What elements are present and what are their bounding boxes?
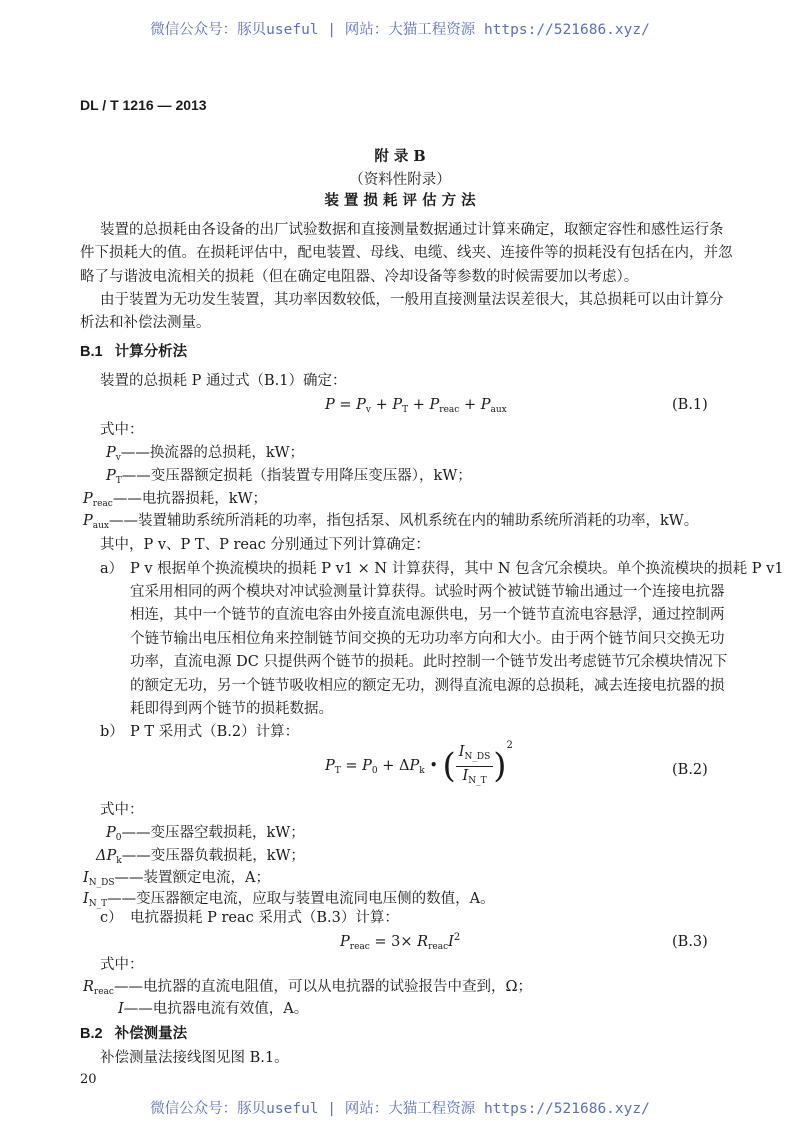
intro-line: 装置的总损耗由各设备的出厂试验数据和直接测量数据通过计算来确定，取额定容性和感性运行条 xyxy=(100,222,724,238)
section-title: 计算分析法 xyxy=(114,344,188,360)
b1-lead: 装置的总损耗 P 通过式（B.1）确定： xyxy=(100,373,347,389)
section-number: B.2 xyxy=(80,1026,103,1042)
equation-b3: $P_{reac} = 3\times R_{reac}I^2$ xyxy=(340,932,461,952)
definition: $I_{N\_DS}——$装置额定电流，A； xyxy=(83,870,270,888)
section-b2-heading xyxy=(80,1024,187,1044)
definition: $P_0——$变压器空载损耗，kW； xyxy=(106,825,305,843)
section-title: 补偿测量法 xyxy=(114,1026,188,1042)
watermark-bottom: 微信公众号：豚贝useful | 网站：大猫工程资源 https://521686.xyz/ xyxy=(150,1101,650,1117)
among-line: 其中，P v、P T、P reac 分别通过下列计算确定： xyxy=(100,537,430,553)
item-marker: b） xyxy=(100,724,124,740)
item-marker: a） xyxy=(100,561,124,577)
standard-number: DL / T 1216 — 2013 xyxy=(80,97,207,113)
b2-lead: 补偿测量法接线图见图 B.1。 xyxy=(100,1050,289,1066)
appendix-title: 附 录 B xyxy=(374,148,426,165)
intro-line: 略了与谐波电流相关的损耗（但在确定电阻器、冷却设备等参数的时候需要加以考虑）。 xyxy=(80,269,639,285)
item-a-line: 功率，直流电源 DC 只提供两个链节的损耗。此时控制一个链节发出考虑链节冗余模块情况下 xyxy=(130,654,728,670)
intro-line: 由于装置为无功发生装置，其功率因数较低，一般用直接测量法误差很大，其总损耗可以由计算分 xyxy=(100,292,724,308)
definition: $\Delta P_k——$变压器负载损耗，kW； xyxy=(96,848,305,866)
definition: $P_v——$换流器的总损耗，kW； xyxy=(106,445,305,463)
where-label: 式中： xyxy=(100,957,144,973)
equation-b1: $P = P_v + P_T + P_{reac} + P_{aux}$ xyxy=(325,397,507,415)
section-b1-heading xyxy=(80,342,187,362)
item-c-text: 电抗器损耗 P reac 采用式（B.3）计算： xyxy=(130,910,399,926)
equation-label: (B.3) xyxy=(672,934,708,950)
definition: $P_T——$变压器额定损耗（指装置专用降压变压器），kW； xyxy=(106,468,472,486)
item-a-line: 的额定无功，另一个链节吸收相应的额定无功，测得直流电源的总损耗，减去连接电抗器的损 xyxy=(130,678,725,694)
intro-line: 析法和补偿法测量。 xyxy=(80,315,211,331)
watermark-top: 微信公众号：豚贝useful | 网站：大猫工程资源 https://521686.xyz/ xyxy=(150,22,650,38)
item-marker: c） xyxy=(100,910,123,926)
item-b-text: P T 采用式（B.2）计算： xyxy=(130,724,300,740)
equation-label: (B.2) xyxy=(672,762,708,778)
definition: $I_{N\_T}——$变压器额定电流，应取与装置电流同电压侧的数值，A。 xyxy=(83,891,495,909)
definition: $P_{reac}——$电抗器损耗，kW； xyxy=(83,491,268,509)
item-a-line: P v 根据单个换流模块的损耗 P v1 × N 计算获得，其中 N 包含冗余模块。单个换流模块的损耗 P v1 xyxy=(130,561,784,577)
intro-line: 件下损耗大的值。在损耗评估中，配电装置、母线、电缆、线夹、连接件等的损耗没有包括在内，并忽 xyxy=(80,245,733,261)
section-number: B.1 xyxy=(80,344,103,360)
item-a-line: 宜采用相同的两个模块对冲试验测量计算获得。试验时两个被试链节输出通过一个连接电抗器 xyxy=(130,584,725,600)
definition: $P_{aux}——$装置辅助系统所消耗的功率，指包括泵、风机系统在内的辅助系统所消耗的功率，kW。 xyxy=(83,513,699,531)
equation-label: (B.1) xyxy=(672,397,708,413)
appendix-heading: 装 置 损 耗 评 估 方 法 xyxy=(324,192,476,209)
item-a-line: 个链节输出电压相位角来控制链节间交换的无功功率方向和大小。由于两个链节间只交换无功 xyxy=(130,631,725,647)
page-number: 20 xyxy=(80,1072,97,1087)
definition: $R_{reac}——$电抗器的直流电阻值，可以从电抗器的试验报告中查到，Ω； xyxy=(83,979,532,997)
appendix-type: （资料性附录） xyxy=(349,172,451,188)
equation-b2: $P_T = P_0 + \Delta P_k$ • ( $\frac{I_{N\_DS}}{I_{N\_T}}$ )$^2$ xyxy=(325,740,513,786)
where-label: 式中： xyxy=(100,802,144,818)
item-a-line: 耗即得到两个链节的损耗数据。 xyxy=(130,701,333,717)
item-a-line: 相连，其中一个链节的直流电容由外接直流电源供电，另一个链节直流电容悬浮，通过控制两 xyxy=(130,607,725,623)
definition: I——电抗器电流有效值，A。 xyxy=(118,1001,309,1017)
where-label: 式中： xyxy=(100,422,144,438)
